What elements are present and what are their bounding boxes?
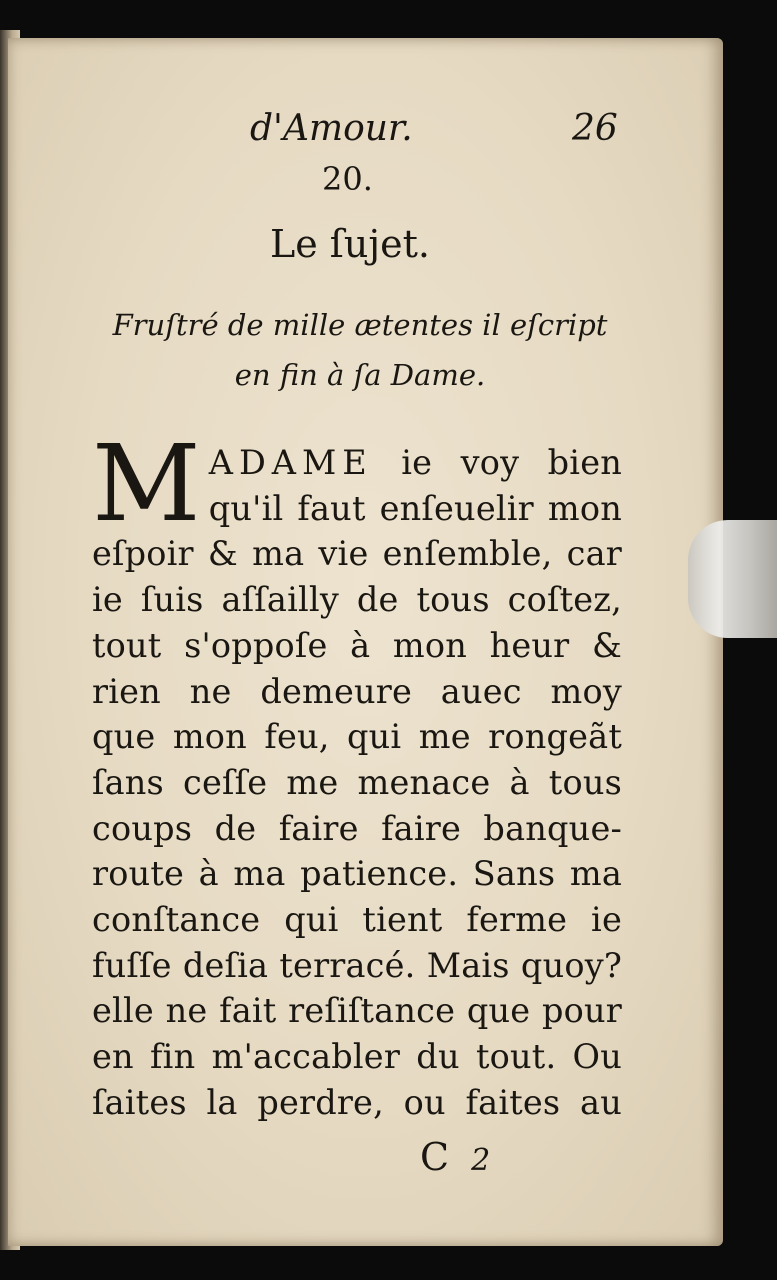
subtitle-line: Fruſtré de mille ætentes il eſcript — [112, 308, 608, 342]
subtitle — [95, 300, 625, 400]
body-line: que mon feu, qui me rongeãt — [92, 717, 622, 757]
body-line: route à ma patience. Sans ma — [92, 854, 622, 894]
body-line: ſans ceſſe me menace à tous — [92, 762, 622, 802]
body-line: qu'il faut enſeuelir mon — [208, 488, 622, 528]
body-line: rien ne demeure auec moy — [92, 671, 622, 711]
section-title: Le ſujet. — [270, 222, 430, 266]
subtitle-line: en fin à ſa Dame. — [234, 358, 486, 392]
body-line: en fin m'accabler du tout. Ou — [92, 1037, 622, 1077]
body-line: tout s'oppoſe à mon heur & — [92, 625, 622, 665]
body-line-rest: ie voy bien — [372, 443, 622, 482]
signature-mark — [420, 1135, 490, 1179]
body-line: elle ne fait reſiſtance que pour — [92, 991, 622, 1031]
signature-letter: C — [420, 1135, 450, 1179]
body-line: fuſſe deſia terracé. Mais quoy? — [92, 945, 622, 985]
running-title: d'Amour. — [250, 108, 413, 149]
body-line: eſpoir & ma vie enſemble, car — [92, 534, 622, 574]
body-text — [92, 422, 622, 1126]
signature-number: 2 — [471, 1143, 491, 1178]
section-number: 20. — [322, 160, 373, 198]
page-clip — [688, 520, 777, 638]
running-head — [0, 108, 777, 158]
body-line: ſaites la perdre, ou faites au — [92, 1082, 622, 1122]
body-line: coups de faire faire banque- — [92, 808, 622, 848]
small-caps-word: ADAME — [208, 443, 373, 482]
drop-cap: M — [92, 422, 201, 545]
body-line: conſtance qui tient ferme ie — [92, 900, 622, 940]
body-line: ie ſuis aſſailly de tous coſtez, — [92, 580, 622, 620]
page-number: 26 — [572, 108, 618, 149]
